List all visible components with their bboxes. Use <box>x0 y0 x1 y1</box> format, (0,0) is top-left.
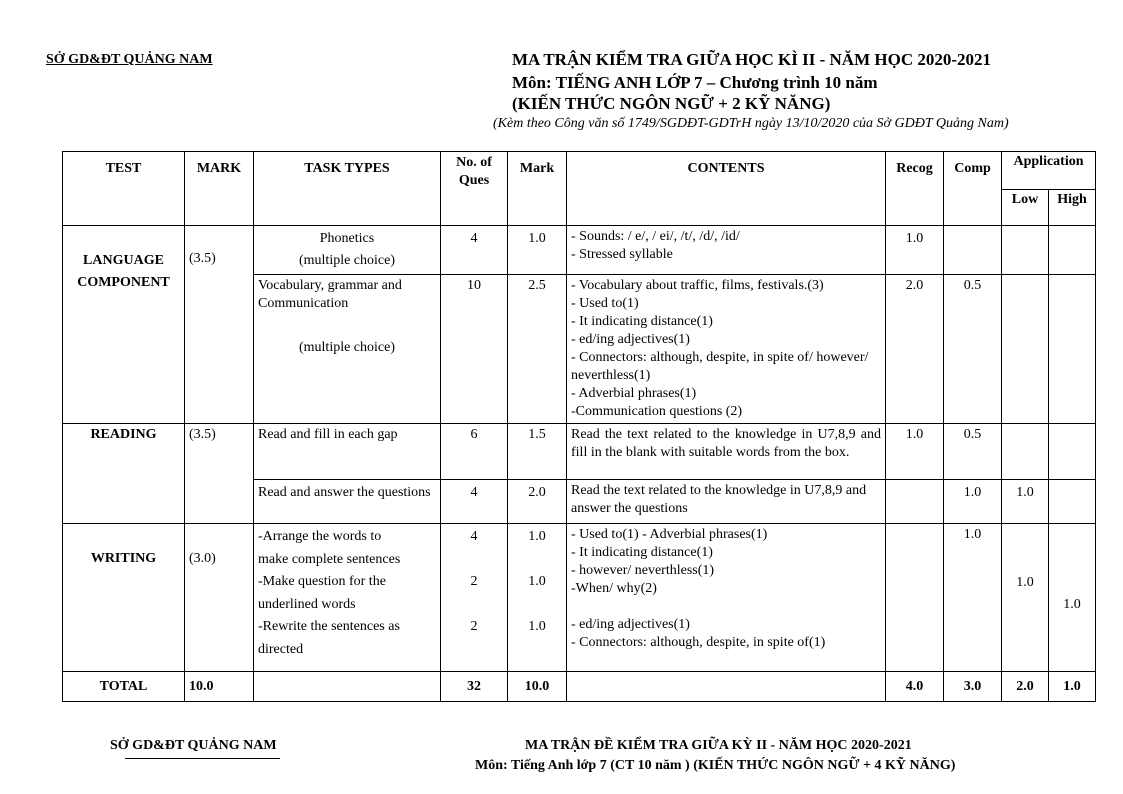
header-test: TEST <box>63 152 185 226</box>
reading-answer-high <box>1049 480 1096 524</box>
writing-task-line: directed <box>258 641 304 657</box>
total-label: TOTAL <box>63 672 185 702</box>
writing-ques-value: 4 <box>470 529 478 544</box>
content-line: - Stressed syllable <box>571 247 673 262</box>
doc-scope: (KIẾN THỨC NGÔN NGỮ + 2 KỸ NĂNG) <box>512 94 831 113</box>
vocab-low <box>1002 275 1049 424</box>
org-name: SỞ GD&ĐT QUẢNG NAM <box>46 52 213 67</box>
content-line: - however/ neverthless(1) <box>571 563 715 578</box>
vocab-recog: 2.0 <box>886 275 944 424</box>
doc-subject: Môn: TIẾNG ANH LỚP 7 – Chương trình 10 năm <box>512 73 878 92</box>
writing-contents <box>567 524 886 672</box>
content-line: -When/ why(2) <box>571 581 657 596</box>
writing-ques-value: 2 <box>470 574 478 589</box>
reading-answer-task: Read and answer the questions <box>254 480 441 524</box>
vocab-task <box>254 275 441 424</box>
reading-answer-recog <box>886 480 944 524</box>
writing-mark-value: 1.0 <box>528 529 546 544</box>
phonetics-mark: 1.0 <box>508 226 567 275</box>
writing-task-line: underlined words <box>258 596 356 612</box>
content-line: - Sounds: / e/, / ei/, /t/, /d/, /id/ <box>571 229 740 244</box>
vocab-ques: 10 <box>441 275 508 424</box>
phonetics-low <box>1002 226 1049 275</box>
reading-fill-task: Read and fill in each gap <box>254 424 441 480</box>
writing-marks <box>508 524 567 672</box>
phonetics-recog: 1.0 <box>886 226 944 275</box>
reading-answer-comp: 1.0 <box>944 480 1002 524</box>
reading-answer-low: 1.0 <box>1002 480 1049 524</box>
language-mark: (3.5) <box>185 226 254 424</box>
content-line: - Connectors: although, despite, in spite of(1) <box>571 635 826 650</box>
reading-fill-contents: Read the text related to the knowledge in U7,8,9 and fill in the blank with suitable words from the box. <box>567 424 886 480</box>
total-contents <box>567 672 886 702</box>
vocab-high <box>1049 275 1096 424</box>
vocab-mark: 2.5 <box>508 275 567 424</box>
footer-org-underline <box>125 758 280 759</box>
footer-subject: Môn: Tiếng Anh lớp 7 (CT 10 năm ) (KIẾN THỨC NGÔN NGỮ + 4 KỸ NĂNG) <box>475 758 956 773</box>
reading-fill-low <box>1002 424 1049 480</box>
phonetics-task-line2: (multiple choice) <box>298 253 396 268</box>
writing-recog <box>886 524 944 672</box>
reading-fill-mark: 1.5 <box>508 424 567 480</box>
total-comp: 3.0 <box>944 672 1002 702</box>
content-line: - It indicating distance(1) <box>571 314 713 329</box>
total-high: 1.0 <box>1049 672 1096 702</box>
content-line: - Adverbial phrases(1) <box>571 386 697 401</box>
reading-test: READING <box>63 424 185 524</box>
content-line: -Communication questions (2) <box>571 404 743 419</box>
content-line: - Used to(1) - Adverbial phrases(1) <box>571 527 768 542</box>
phonetics-task-line1: Phonetics <box>319 231 375 246</box>
reading-fill-ques: 6 <box>441 424 508 480</box>
phonetics-ques: 4 <box>441 226 508 275</box>
writing-comp: 1.0 <box>944 524 1002 672</box>
header-high: High <box>1049 190 1096 226</box>
reading-answer-ques: 4 <box>441 480 508 524</box>
writing-task-line: -Arrange the words to <box>258 529 382 544</box>
phonetics-comp <box>944 226 1002 275</box>
content-line: - Connectors: although, despite, in spite of/ however/ neverthless(1) <box>571 350 869 383</box>
writing-task-line: -Rewrite the sentences as <box>258 619 400 634</box>
writing-ques-value: 2 <box>470 619 478 634</box>
writing-high: 1.0 <box>1049 524 1096 672</box>
header-mark: MARK <box>185 152 254 226</box>
content-line: - It indicating distance(1) <box>571 545 713 560</box>
footer-org: SỞ GD&ĐT QUẢNG NAM <box>110 738 277 753</box>
content-line: - Used to(1) <box>571 296 639 311</box>
vocab-task-line2: (multiple choice) <box>298 340 396 355</box>
total-task <box>254 672 441 702</box>
total-low: 2.0 <box>1002 672 1049 702</box>
total-mark2: 10.0 <box>508 672 567 702</box>
header-recog: Recog <box>886 152 944 226</box>
header-low: Low <box>1002 190 1049 226</box>
writing-task-line: -Make question for the <box>258 574 386 589</box>
reading-answer-mark: 2.0 <box>508 480 567 524</box>
writing-mark: (3.0) <box>185 524 254 672</box>
doc-title: MA TRẬN KIỂM TRA GIỮA HỌC KÌ II - NĂM HỌC 2020-2021 <box>512 50 992 69</box>
total-ques: 32 <box>441 672 508 702</box>
reading-mark: (3.5) <box>185 424 254 524</box>
header-task-types: TASK TYPES <box>254 152 441 226</box>
content-line: - ed/ing adjectives(1) <box>571 617 690 632</box>
matrix-table <box>62 151 1096 702</box>
writing-tasks <box>254 524 441 672</box>
reading-fill-high <box>1049 424 1096 480</box>
reading-fill-comp: 0.5 <box>944 424 1002 480</box>
phonetics-contents <box>567 226 886 275</box>
total-recog: 4.0 <box>886 672 944 702</box>
reading-fill-recog: 1.0 <box>886 424 944 480</box>
doc-note: (Kèm theo Công văn số 1749/SGDĐT-GDTrH ngày 13/10/2020 của Sở GDĐT Quảng Nam) <box>493 116 1009 131</box>
vocab-task-line1: Vocabulary, grammar and Communication <box>258 278 402 311</box>
content-line: - ed/ing adjectives(1) <box>571 332 690 347</box>
phonetics-task <box>254 226 441 275</box>
writing-task-line: make complete sentences <box>258 551 401 567</box>
reading-answer-contents: Read the text related to the knowledge in U7,8,9 and answer the questions <box>567 480 886 524</box>
header-mark-col: Mark <box>508 152 567 226</box>
language-test: LANGUAGE COMPONENT <box>63 226 185 424</box>
phonetics-high <box>1049 226 1096 275</box>
header-contents: CONTENTS <box>567 152 886 226</box>
total-mark: 10.0 <box>185 672 254 702</box>
header-comp: Comp <box>944 152 1002 226</box>
header-application: Application <box>1002 152 1096 190</box>
vocab-contents <box>567 275 886 424</box>
writing-mark-value: 1.0 <box>528 619 546 634</box>
vocab-comp: 0.5 <box>944 275 1002 424</box>
writing-mark-value: 1.0 <box>528 574 546 589</box>
header-no-of-ques: No. of Ques <box>441 152 508 226</box>
content-line: - Vocabulary about traffic, films, festivals.(3) <box>571 278 824 293</box>
writing-low: 1.0 <box>1002 524 1049 672</box>
writing-test: WRITING <box>63 524 185 672</box>
writing-ques <box>441 524 508 672</box>
footer-title: MA TRẬN ĐỀ KIỂM TRA GIỮA KỲ II - NĂM HỌC 2020-2021 <box>525 738 912 753</box>
